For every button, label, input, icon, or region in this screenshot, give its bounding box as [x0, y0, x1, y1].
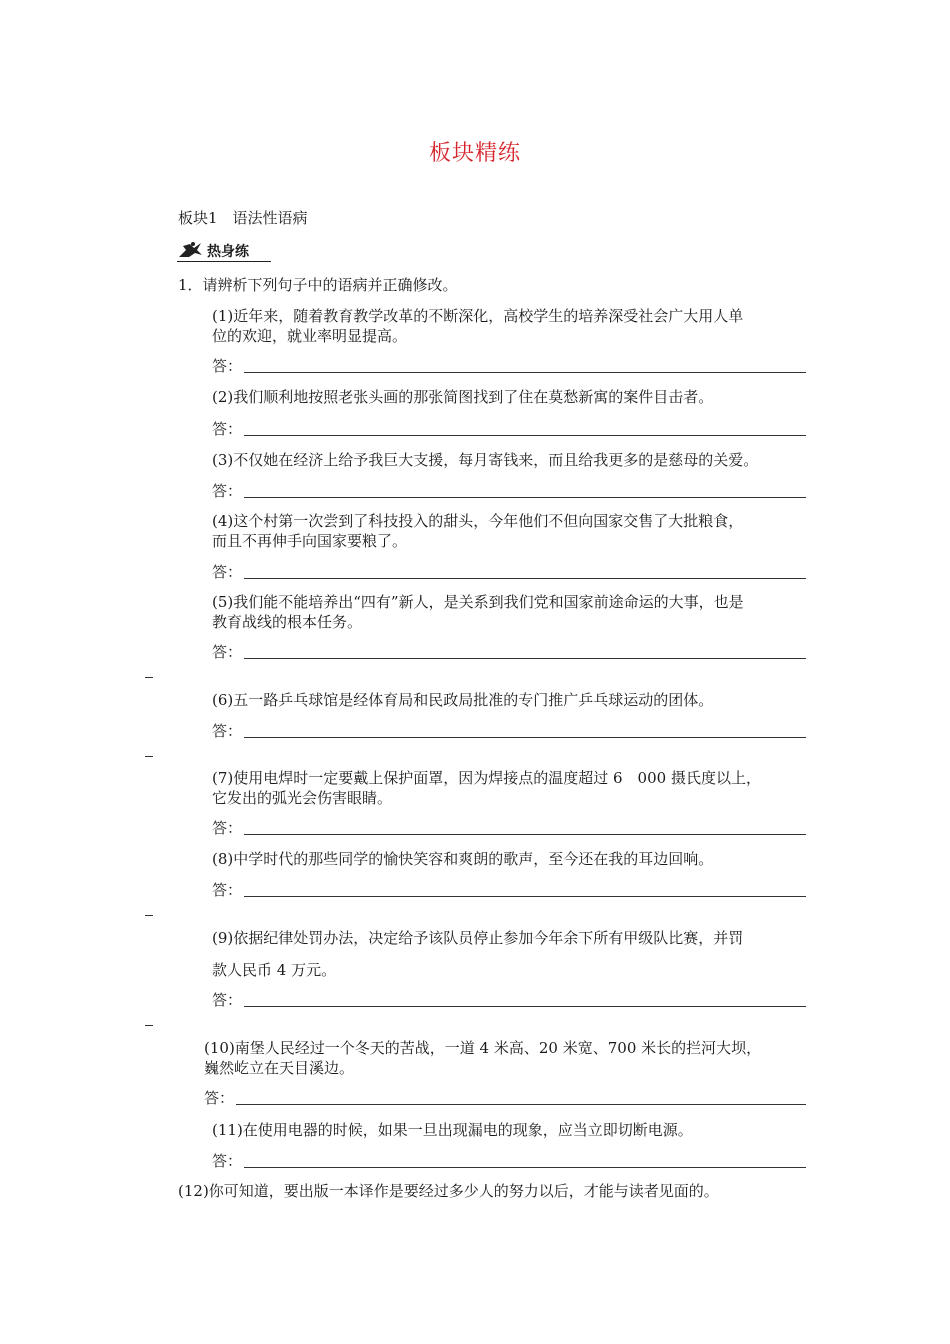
answer-11[interactable] [212, 1150, 806, 1170]
sentence-2: (2)我们顺利地按照老张头画的那张简图找到了住在莫愁新寓的案件目击者。 [212, 388, 714, 406]
sentence-4-line-2: 而且不再伸手向国家要粮了。 [212, 532, 408, 550]
sentence-11: (11)在使用电器的时候，如果一旦出现漏电的现象，应当立即切断电源。 [212, 1121, 693, 1139]
answer-6[interactable] [212, 720, 806, 740]
running-figure-icon [177, 241, 205, 259]
question-stem: 1．请辨析下列句子中的语病并正确修改。 [178, 276, 458, 294]
answer-line [244, 658, 806, 659]
answer-label: 答： [212, 643, 243, 661]
sentence-7-line-1: (7)使用电焊时一定要戴上保护面罩，因为焊接点的温度超过 6 000 摄氏度以上， [212, 769, 761, 787]
sentence-10-line-2: 巍然屹立在天目溪边。 [204, 1059, 355, 1077]
answer-label: 答： [212, 420, 243, 438]
answer-label: 答： [212, 991, 243, 1009]
warmup-label: 热身练 [207, 244, 249, 260]
answer-line [244, 435, 806, 436]
answer-5[interactable] [212, 641, 806, 661]
page-title: 板块精练 [428, 141, 521, 166]
answer-label: 答： [212, 357, 243, 375]
margin-dash [145, 756, 153, 757]
warmup-banner [177, 240, 271, 262]
sentence-5-line-2: 教育战线的根本任务。 [212, 613, 363, 631]
sentence-9-line-2: 款人民币 4 万元。 [212, 961, 337, 979]
answer-line [244, 1006, 806, 1007]
sentence-10-line-1: (10)南堡人民经过一个冬天的苦战，一道 4 米高、20 米宽、700 米长的拦河大坝， [204, 1039, 762, 1057]
sentence-8: (8)中学时代的那些同学的愉快笑容和爽朗的歌声，至今还在我的耳边回响。 [212, 850, 714, 868]
answer-label: 答： [212, 819, 243, 837]
sentence-7-line-2: 它发出的弧光会伤害眼睛。 [212, 789, 393, 807]
sentence-1-line-1: (1)近年来，随着教育教学改革的不断深化，高校学生的培养深受社会广大用人单 [212, 307, 744, 325]
answer-line [244, 497, 806, 498]
answer-line [244, 1167, 806, 1168]
answer-label: 答： [212, 482, 243, 500]
answer-line [244, 578, 806, 579]
answer-1[interactable] [212, 355, 806, 375]
margin-dash [145, 1025, 153, 1026]
answer-line [244, 737, 806, 738]
answer-line [244, 896, 806, 897]
warmup-underline [177, 261, 271, 262]
margin-dash [145, 915, 153, 916]
answer-3[interactable] [212, 480, 806, 500]
answer-7[interactable] [212, 817, 806, 837]
answer-2[interactable] [212, 418, 806, 438]
answer-label: 答： [212, 881, 243, 899]
sentence-1-line-2: 位的欢迎，就业率明显提高。 [212, 327, 408, 345]
sentence-5-line-1: (5)我们能不能培养出“四有”新人，是关系到我们党和国家前途命运的大事，也是 [212, 593, 744, 611]
answer-4[interactable] [212, 561, 806, 581]
answer-line [244, 834, 806, 835]
sentence-4-line-1: (4)这个村第一次尝到了科技投入的甜头，今年他们不但向国家交售了大批粮食， [212, 512, 744, 530]
answer-label: 答： [204, 1089, 235, 1107]
answer-10[interactable] [204, 1087, 806, 1107]
section-heading: 板块1 语法性语病 [178, 209, 308, 227]
answer-label: 答： [212, 722, 243, 740]
sentence-9-line-1: (9)依据纪律处罚办法，决定给予该队员停止参加今年余下所有甲级队比赛，并罚 [212, 929, 744, 947]
sentence-12: (12)你可知道，要出版一本译作是要经过多少人的努力以后，才能与读者见面的。 [178, 1182, 719, 1200]
answer-line [236, 1104, 806, 1105]
sentence-3: (3)不仅她在经济上给予我巨大支援，每月寄钱来，而且给我更多的是慈母的关爱。 [212, 451, 759, 469]
answer-label: 答： [212, 563, 243, 581]
answer-line [244, 372, 806, 373]
answer-8[interactable] [212, 879, 806, 899]
margin-dash [145, 677, 153, 678]
sentence-6: (6)五一路乒乓球馆是经体育局和民政局批准的专门推广乒乓球运动的团体。 [212, 691, 714, 709]
answer-9[interactable] [212, 989, 806, 1009]
answer-label: 答： [212, 1152, 243, 1170]
